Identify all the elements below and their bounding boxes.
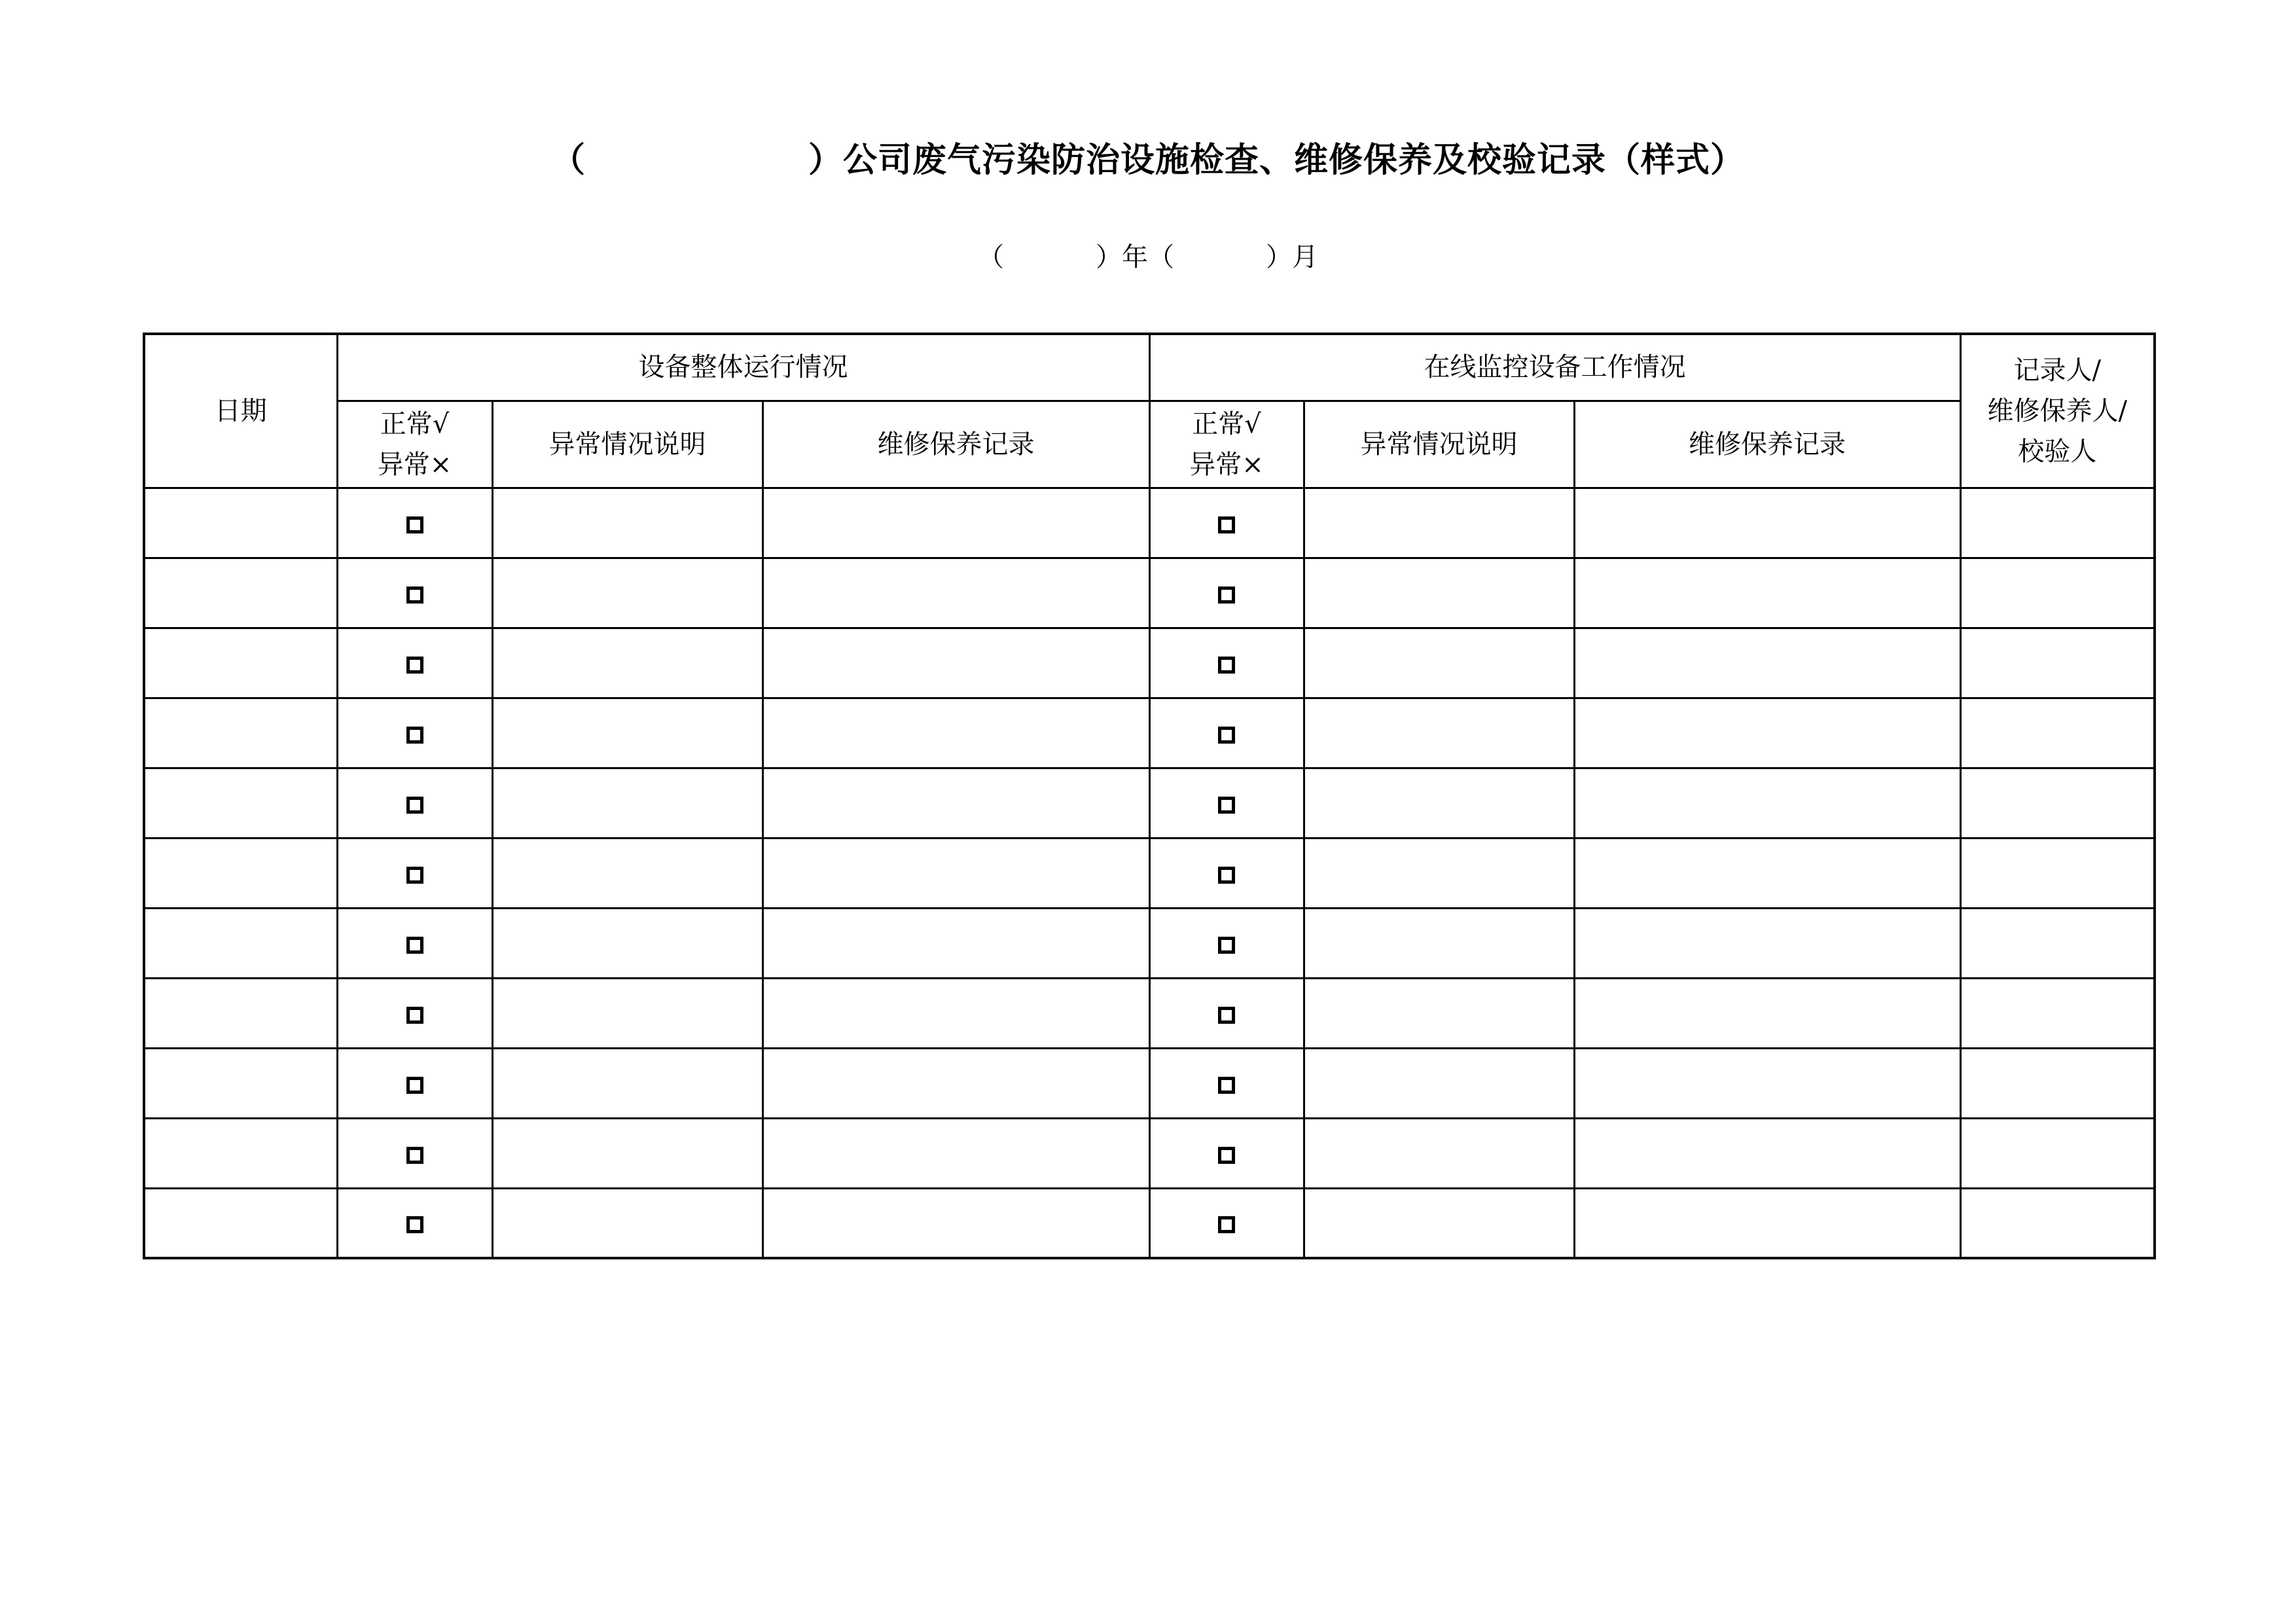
overall-status-cell[interactable]: [337, 908, 492, 978]
online-status-cell[interactable]: [1149, 838, 1304, 908]
person-cell[interactable]: [1960, 628, 2155, 698]
date-cell[interactable]: [144, 1188, 337, 1258]
overall-status-cell[interactable]: [337, 488, 492, 558]
online-status-cell[interactable]: [1149, 908, 1304, 978]
online-status-cell[interactable]: [1149, 768, 1304, 838]
date-cell[interactable]: [144, 1048, 337, 1118]
online-abnormal-cell[interactable]: [1304, 1118, 1574, 1188]
overall-status-cell[interactable]: [337, 838, 492, 908]
overall-abnormal-cell[interactable]: [492, 978, 762, 1048]
online-maintenance-cell[interactable]: [1574, 768, 1960, 838]
header-row-1: [144, 334, 2155, 401]
checkbox-icon[interactable]: [1218, 1216, 1235, 1233]
header-row-2: [144, 401, 2155, 488]
header-group-overall: 设备整体运行情况: [337, 334, 1149, 401]
table-row: [144, 1188, 2155, 1258]
header-online-status: [1149, 401, 1304, 488]
status-abnormal-label: 异常×: [377, 449, 452, 480]
year-label: ）年（: [1096, 242, 1174, 272]
header-online-abnormal: 异常情况说明: [1304, 401, 1574, 488]
person-cell[interactable]: [1960, 698, 2155, 768]
online-maintenance-cell[interactable]: [1574, 698, 1960, 768]
inspection-record-table: [143, 333, 2156, 1259]
header-person-line1: 记录人/: [2013, 355, 2102, 386]
overall-status-cell[interactable]: [337, 698, 492, 768]
date-cell[interactable]: [144, 488, 337, 558]
online-status-cell[interactable]: [1149, 628, 1304, 698]
checkbox-icon[interactable]: [1218, 657, 1235, 674]
table-row: [144, 698, 2155, 768]
table-row: [144, 768, 2155, 838]
person-cell[interactable]: [1960, 488, 2155, 558]
online-maintenance-cell[interactable]: [1574, 628, 1960, 698]
checkbox-icon[interactable]: [406, 937, 423, 954]
date-cell[interactable]: [144, 1118, 337, 1188]
overall-abnormal-cell[interactable]: [492, 698, 762, 768]
overall-status-cell[interactable]: [337, 978, 492, 1048]
checkbox-icon[interactable]: [406, 1216, 423, 1233]
month-label: ）月: [1266, 242, 1318, 272]
overall-abnormal-cell[interactable]: [492, 908, 762, 978]
overall-maintenance-cell[interactable]: [762, 768, 1149, 838]
document-title: [0, 131, 2296, 190]
header-online-maintenance: 维修保养记录: [1574, 401, 1960, 488]
checkbox-icon[interactable]: [1218, 797, 1235, 814]
online-maintenance-cell[interactable]: [1574, 1048, 1960, 1118]
checkbox-icon[interactable]: [1218, 1077, 1235, 1094]
overall-maintenance-cell[interactable]: [762, 488, 1149, 558]
online-abnormal-cell[interactable]: [1304, 908, 1574, 978]
table-row: [144, 488, 2155, 558]
date-cell[interactable]: [144, 908, 337, 978]
online-maintenance-cell[interactable]: [1574, 908, 1960, 978]
checkbox-icon[interactable]: [1218, 1147, 1235, 1164]
overall-maintenance-cell[interactable]: [762, 978, 1149, 1048]
online-abnormal-cell[interactable]: [1304, 978, 1574, 1048]
header-overall-maintenance: 维修保养记录: [762, 401, 1149, 488]
online-maintenance-cell[interactable]: [1574, 558, 1960, 628]
checkbox-icon[interactable]: [1218, 867, 1235, 884]
person-cell[interactable]: [1960, 768, 2155, 838]
person-cell[interactable]: [1960, 558, 2155, 628]
overall-maintenance-cell[interactable]: [762, 908, 1149, 978]
overall-maintenance-cell[interactable]: [762, 698, 1149, 768]
checkbox-icon[interactable]: [1218, 586, 1235, 604]
online-maintenance-cell[interactable]: [1574, 838, 1960, 908]
online-abnormal-cell[interactable]: [1304, 1188, 1574, 1258]
title-text: ）公司废气污染防治设施检查、维修保养及校验记录（样式）: [808, 141, 1746, 180]
checkbox-icon[interactable]: [1218, 516, 1235, 533]
table-row: [144, 908, 2155, 978]
online-status-cell[interactable]: [1149, 1048, 1304, 1118]
overall-maintenance-cell[interactable]: [762, 628, 1149, 698]
header-group-online: 在线监控设备工作情况: [1149, 334, 1960, 401]
online-status-cell[interactable]: [1149, 558, 1304, 628]
title-open-paren: （: [550, 141, 586, 180]
online-status-cell[interactable]: [1149, 1118, 1304, 1188]
online-maintenance-cell[interactable]: [1574, 1188, 1960, 1258]
online-abnormal-cell[interactable]: [1304, 1048, 1574, 1118]
overall-maintenance-cell[interactable]: [762, 1118, 1149, 1188]
online-abnormal-cell[interactable]: [1304, 558, 1574, 628]
header-person: [1960, 334, 2155, 488]
date-cell[interactable]: [144, 978, 337, 1048]
table-row: [144, 838, 2155, 908]
online-status-cell[interactable]: [1149, 698, 1304, 768]
person-cell[interactable]: [1960, 1048, 2155, 1118]
checkbox-icon[interactable]: [406, 727, 423, 744]
checkbox-icon[interactable]: [406, 797, 423, 814]
checkbox-icon[interactable]: [1218, 1007, 1235, 1024]
overall-status-cell[interactable]: [337, 768, 492, 838]
checkbox-icon[interactable]: [406, 657, 423, 674]
overall-status-cell[interactable]: [337, 1188, 492, 1258]
record-body: [144, 488, 2155, 1258]
header-person-line2: 维修保养人/: [1987, 395, 2128, 426]
overall-abnormal-cell[interactable]: [492, 838, 762, 908]
person-cell[interactable]: [1960, 908, 2155, 978]
overall-abnormal-cell[interactable]: [492, 488, 762, 558]
date-cell[interactable]: [144, 768, 337, 838]
overall-abnormal-cell[interactable]: [492, 768, 762, 838]
checkbox-icon[interactable]: [1218, 727, 1235, 744]
online-status-cell[interactable]: [1149, 1188, 1304, 1258]
checkbox-icon[interactable]: [406, 586, 423, 604]
online-status-cell[interactable]: [1149, 978, 1304, 1048]
header-person-line3: 校验人: [2018, 436, 2097, 467]
person-cell[interactable]: [1960, 978, 2155, 1048]
table-row: [144, 978, 2155, 1048]
table-row: [144, 1048, 2155, 1118]
checkbox-icon[interactable]: [1218, 937, 1235, 954]
date-cell[interactable]: [144, 698, 337, 768]
online-abnormal-cell[interactable]: [1304, 698, 1574, 768]
checkbox-icon[interactable]: [406, 867, 423, 884]
overall-abnormal-cell[interactable]: [492, 1048, 762, 1118]
overall-status-cell[interactable]: [337, 1048, 492, 1118]
person-cell[interactable]: [1960, 838, 2155, 908]
date-cell[interactable]: [144, 628, 337, 698]
overall-abnormal-cell[interactable]: [492, 1118, 762, 1188]
date-cell[interactable]: [144, 838, 337, 908]
online-maintenance-cell[interactable]: [1574, 978, 1960, 1048]
table-row: [144, 558, 2155, 628]
overall-maintenance-cell[interactable]: [762, 1048, 1149, 1118]
overall-maintenance-cell[interactable]: [762, 1188, 1149, 1258]
checkbox-icon[interactable]: [406, 1007, 423, 1024]
checkbox-icon[interactable]: [406, 516, 423, 533]
overall-maintenance-cell[interactable]: [762, 838, 1149, 908]
overall-abnormal-cell[interactable]: [492, 558, 762, 628]
overall-maintenance-cell[interactable]: [762, 558, 1149, 628]
overall-abnormal-cell[interactable]: [492, 1188, 762, 1258]
online-maintenance-cell[interactable]: [1574, 488, 1960, 558]
header-date: 日期: [144, 334, 337, 488]
online-abnormal-cell[interactable]: [1304, 838, 1574, 908]
status-abnormal-label: 异常×: [1189, 449, 1264, 480]
online-abnormal-cell[interactable]: [1304, 488, 1574, 558]
period-line: [0, 234, 2296, 280]
checkbox-icon[interactable]: [406, 1077, 423, 1094]
person-cell[interactable]: [1960, 1118, 2155, 1188]
person-cell[interactable]: [1960, 1188, 2155, 1258]
table-row: [144, 1118, 2155, 1188]
online-abnormal-cell[interactable]: [1304, 768, 1574, 838]
header-overall-abnormal: 异常情况说明: [492, 401, 762, 488]
year-open-paren: （: [978, 242, 1004, 272]
overall-status-cell[interactable]: [337, 1118, 492, 1188]
header-overall-status: [337, 401, 492, 488]
status-normal-label: 正常√: [1192, 408, 1261, 439]
online-maintenance-cell[interactable]: [1574, 1118, 1960, 1188]
online-status-cell[interactable]: [1149, 488, 1304, 558]
online-abnormal-cell[interactable]: [1304, 628, 1574, 698]
overall-status-cell[interactable]: [337, 558, 492, 628]
overall-abnormal-cell[interactable]: [492, 628, 762, 698]
checkbox-icon[interactable]: [406, 1147, 423, 1164]
status-normal-label: 正常√: [380, 408, 450, 439]
date-cell[interactable]: [144, 558, 337, 628]
overall-status-cell[interactable]: [337, 628, 492, 698]
table-row: [144, 628, 2155, 698]
